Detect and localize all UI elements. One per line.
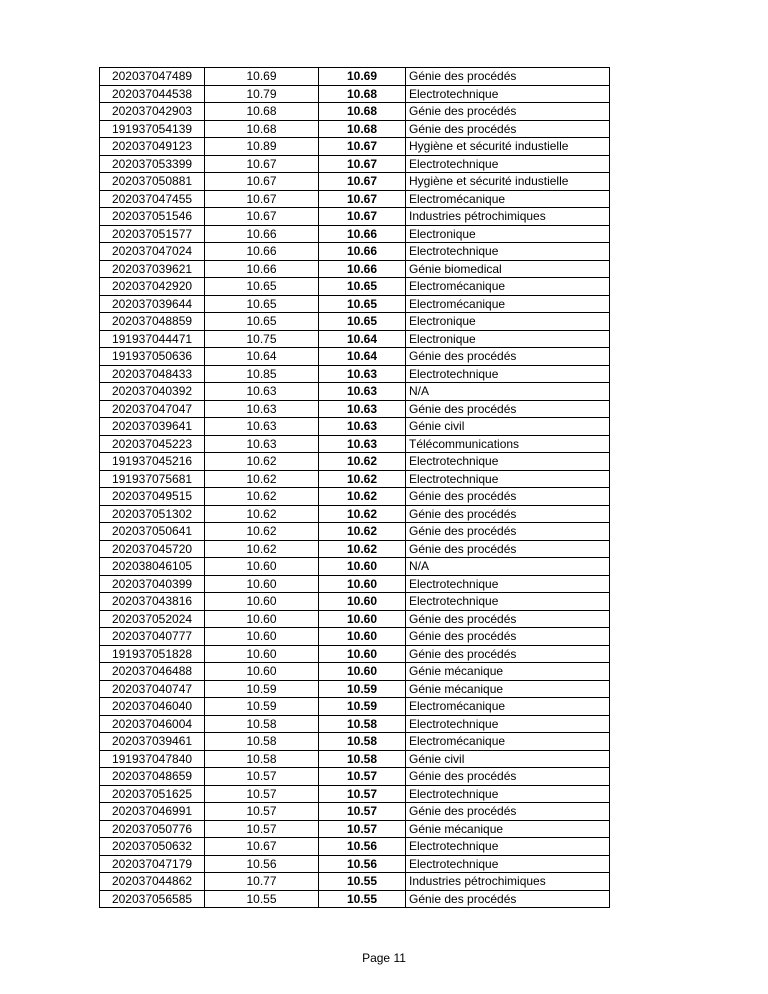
table-row xyxy=(100,820,610,838)
cell-specialty: Génie des procédés xyxy=(406,400,610,418)
table-row xyxy=(100,593,610,611)
table-row xyxy=(100,85,610,103)
cell-final-grade: 10.63 xyxy=(319,400,406,418)
cell-student-id: 191937047840 xyxy=(100,750,205,768)
cell-final-grade: 10.68 xyxy=(319,85,406,103)
cell-grade: 10.67 xyxy=(205,155,319,173)
cell-final-grade: 10.55 xyxy=(319,890,406,908)
cell-student-id: 202037044538 xyxy=(100,85,205,103)
cell-specialty: Electrotechnique xyxy=(406,155,610,173)
cell-specialty: Génie mécanique xyxy=(406,680,610,698)
cell-final-grade: 10.60 xyxy=(319,645,406,663)
cell-specialty: Electrotechnique xyxy=(406,85,610,103)
table-row xyxy=(100,243,610,261)
cell-grade: 10.65 xyxy=(205,295,319,313)
cell-student-id: 202037051625 xyxy=(100,785,205,803)
cell-specialty: Télécommunications xyxy=(406,435,610,453)
cell-student-id: 202037043816 xyxy=(100,593,205,611)
cell-specialty: Génie des procédés xyxy=(406,645,610,663)
table-row xyxy=(100,173,610,191)
cell-student-id: 202037040747 xyxy=(100,680,205,698)
cell-final-grade: 10.68 xyxy=(319,103,406,121)
cell-grade: 10.57 xyxy=(205,768,319,786)
cell-final-grade: 10.67 xyxy=(319,173,406,191)
cell-specialty: Electronique xyxy=(406,330,610,348)
cell-final-grade: 10.65 xyxy=(319,278,406,296)
cell-specialty: N/A xyxy=(406,558,610,576)
cell-student-id: 202037044862 xyxy=(100,873,205,891)
table-row xyxy=(100,663,610,681)
results-table xyxy=(99,67,610,908)
table-row xyxy=(100,838,610,856)
cell-final-grade: 10.60 xyxy=(319,593,406,611)
cell-final-grade: 10.67 xyxy=(319,190,406,208)
cell-specialty: Electrotechnique xyxy=(406,838,610,856)
table-row xyxy=(100,715,610,733)
cell-student-id: 202037047489 xyxy=(100,68,205,86)
table-row xyxy=(100,295,610,313)
cell-student-id: 202037042920 xyxy=(100,278,205,296)
cell-specialty: Génie des procédés xyxy=(406,610,610,628)
cell-student-id: 202037045720 xyxy=(100,540,205,558)
cell-specialty: Génie des procédés xyxy=(406,523,610,541)
table-row xyxy=(100,505,610,523)
table-row xyxy=(100,103,610,121)
cell-student-id: 202037047179 xyxy=(100,855,205,873)
cell-grade: 10.66 xyxy=(205,260,319,278)
cell-student-id: 202037047455 xyxy=(100,190,205,208)
table-row xyxy=(100,453,610,471)
cell-final-grade: 10.57 xyxy=(319,785,406,803)
table-row xyxy=(100,523,610,541)
cell-final-grade: 10.67 xyxy=(319,138,406,156)
cell-final-grade: 10.63 xyxy=(319,435,406,453)
cell-student-id: 202037039621 xyxy=(100,260,205,278)
cell-grade: 10.62 xyxy=(205,470,319,488)
cell-grade: 10.58 xyxy=(205,750,319,768)
table-row xyxy=(100,470,610,488)
cell-final-grade: 10.57 xyxy=(319,820,406,838)
table-row xyxy=(100,768,610,786)
cell-specialty: Hygiène et sécurité industielle xyxy=(406,138,610,156)
cell-grade: 10.65 xyxy=(205,313,319,331)
cell-grade: 10.60 xyxy=(205,558,319,576)
table-row xyxy=(100,873,610,891)
table-row xyxy=(100,383,610,401)
table-row xyxy=(100,155,610,173)
cell-student-id: 202037048859 xyxy=(100,313,205,331)
cell-specialty: Electrotechnique xyxy=(406,593,610,611)
cell-specialty: Génie des procédés xyxy=(406,768,610,786)
cell-specialty: Génie civil xyxy=(406,750,610,768)
table-row xyxy=(100,645,610,663)
cell-grade: 10.66 xyxy=(205,243,319,261)
table-row xyxy=(100,628,610,646)
cell-grade: 10.63 xyxy=(205,418,319,436)
cell-final-grade: 10.62 xyxy=(319,453,406,471)
cell-grade: 10.57 xyxy=(205,820,319,838)
cell-final-grade: 10.60 xyxy=(319,558,406,576)
cell-final-grade: 10.66 xyxy=(319,260,406,278)
cell-grade: 10.60 xyxy=(205,610,319,628)
table-row xyxy=(100,365,610,383)
cell-specialty: Hygiène et sécurité industielle xyxy=(406,173,610,191)
cell-student-id: 202037039644 xyxy=(100,295,205,313)
cell-student-id: 191937075681 xyxy=(100,470,205,488)
table-row xyxy=(100,278,610,296)
cell-specialty: Electrotechnique xyxy=(406,575,610,593)
cell-final-grade: 10.56 xyxy=(319,838,406,856)
cell-student-id: 202037048659 xyxy=(100,768,205,786)
cell-final-grade: 10.62 xyxy=(319,488,406,506)
cell-specialty: Electrotechnique xyxy=(406,243,610,261)
cell-grade: 10.68 xyxy=(205,120,319,138)
cell-specialty: Génie des procédés xyxy=(406,348,610,366)
cell-student-id: 202037050776 xyxy=(100,820,205,838)
cell-student-id: 191937045216 xyxy=(100,453,205,471)
cell-student-id: 191937051828 xyxy=(100,645,205,663)
cell-grade: 10.62 xyxy=(205,505,319,523)
results-table-body xyxy=(100,68,610,908)
table-row xyxy=(100,575,610,593)
cell-grade: 10.60 xyxy=(205,645,319,663)
cell-grade: 10.56 xyxy=(205,855,319,873)
cell-specialty: Electromécanique xyxy=(406,295,610,313)
cell-student-id: 202037042903 xyxy=(100,103,205,121)
cell-final-grade: 10.60 xyxy=(319,610,406,628)
cell-final-grade: 10.59 xyxy=(319,698,406,716)
cell-grade: 10.67 xyxy=(205,208,319,226)
cell-grade: 10.85 xyxy=(205,365,319,383)
cell-final-grade: 10.62 xyxy=(319,470,406,488)
cell-final-grade: 10.58 xyxy=(319,733,406,751)
cell-specialty: Electrotechnique xyxy=(406,453,610,471)
cell-grade: 10.57 xyxy=(205,803,319,821)
cell-specialty: Electrotechnique xyxy=(406,470,610,488)
cell-grade: 10.77 xyxy=(205,873,319,891)
cell-student-id: 202037052024 xyxy=(100,610,205,628)
cell-student-id: 202037053399 xyxy=(100,155,205,173)
cell-final-grade: 10.67 xyxy=(319,208,406,226)
cell-specialty: Génie des procédés xyxy=(406,120,610,138)
cell-grade: 10.59 xyxy=(205,698,319,716)
cell-final-grade: 10.58 xyxy=(319,750,406,768)
cell-specialty: Electromécanique xyxy=(406,698,610,716)
cell-student-id: 191937044471 xyxy=(100,330,205,348)
cell-final-grade: 10.64 xyxy=(319,348,406,366)
cell-grade: 10.60 xyxy=(205,593,319,611)
cell-specialty: Génie civil xyxy=(406,418,610,436)
cell-specialty: Génie des procédés xyxy=(406,890,610,908)
cell-grade: 10.57 xyxy=(205,785,319,803)
cell-student-id: 202037039641 xyxy=(100,418,205,436)
cell-final-grade: 10.63 xyxy=(319,418,406,436)
cell-student-id: 202037051302 xyxy=(100,505,205,523)
cell-specialty: Electronique xyxy=(406,313,610,331)
cell-student-id: 202038046105 xyxy=(100,558,205,576)
cell-specialty: N/A xyxy=(406,383,610,401)
cell-grade: 10.59 xyxy=(205,680,319,698)
cell-grade: 10.60 xyxy=(205,663,319,681)
cell-specialty: Génie des procédés xyxy=(406,540,610,558)
cell-grade: 10.89 xyxy=(205,138,319,156)
cell-grade: 10.62 xyxy=(205,488,319,506)
cell-specialty: Génie des procédés xyxy=(406,628,610,646)
cell-grade: 10.75 xyxy=(205,330,319,348)
cell-final-grade: 10.69 xyxy=(319,68,406,86)
cell-grade: 10.63 xyxy=(205,435,319,453)
page-number: Page 11 xyxy=(362,951,406,965)
table-row xyxy=(100,330,610,348)
cell-final-grade: 10.58 xyxy=(319,715,406,733)
table-row xyxy=(100,260,610,278)
cell-student-id: 191937054139 xyxy=(100,120,205,138)
cell-final-grade: 10.60 xyxy=(319,628,406,646)
table-row xyxy=(100,208,610,226)
table-row xyxy=(100,610,610,628)
cell-specialty: Electromécanique xyxy=(406,190,610,208)
cell-student-id: 202037046004 xyxy=(100,715,205,733)
cell-final-grade: 10.64 xyxy=(319,330,406,348)
cell-specialty: Génie des procédés xyxy=(406,103,610,121)
cell-final-grade: 10.65 xyxy=(319,295,406,313)
cell-grade: 10.67 xyxy=(205,173,319,191)
cell-student-id: 202037050881 xyxy=(100,173,205,191)
cell-grade: 10.67 xyxy=(205,190,319,208)
table-row xyxy=(100,400,610,418)
cell-specialty: Electromécanique xyxy=(406,733,610,751)
cell-student-id: 202037051577 xyxy=(100,225,205,243)
cell-final-grade: 10.66 xyxy=(319,243,406,261)
cell-grade: 10.67 xyxy=(205,838,319,856)
cell-student-id: 202037048433 xyxy=(100,365,205,383)
cell-specialty: Electrotechnique xyxy=(406,715,610,733)
cell-grade: 10.63 xyxy=(205,400,319,418)
cell-final-grade: 10.60 xyxy=(319,575,406,593)
table-row xyxy=(100,190,610,208)
table-row xyxy=(100,313,610,331)
cell-final-grade: 10.63 xyxy=(319,365,406,383)
table-row xyxy=(100,488,610,506)
cell-specialty: Génie des procédés xyxy=(406,488,610,506)
cell-student-id: 202037050641 xyxy=(100,523,205,541)
cell-grade: 10.60 xyxy=(205,575,319,593)
cell-specialty: Génie mécanique xyxy=(406,663,610,681)
cell-specialty: Génie des procédés xyxy=(406,803,610,821)
cell-grade: 10.60 xyxy=(205,628,319,646)
table-row xyxy=(100,68,610,86)
cell-final-grade: 10.65 xyxy=(319,313,406,331)
cell-grade: 10.62 xyxy=(205,523,319,541)
cell-final-grade: 10.56 xyxy=(319,855,406,873)
cell-specialty: Electronique xyxy=(406,225,610,243)
table-row xyxy=(100,750,610,768)
table-row xyxy=(100,558,610,576)
cell-grade: 10.63 xyxy=(205,383,319,401)
cell-student-id: 202037049515 xyxy=(100,488,205,506)
table-row xyxy=(100,803,610,821)
cell-grade: 10.58 xyxy=(205,733,319,751)
cell-specialty: Electrotechnique xyxy=(406,785,610,803)
cell-grade: 10.68 xyxy=(205,103,319,121)
table-row xyxy=(100,785,610,803)
cell-student-id: 202037046991 xyxy=(100,803,205,821)
cell-final-grade: 10.57 xyxy=(319,803,406,821)
table-row xyxy=(100,698,610,716)
cell-specialty: Electrotechnique xyxy=(406,365,610,383)
table-row xyxy=(100,890,610,908)
cell-final-grade: 10.68 xyxy=(319,120,406,138)
cell-specialty: Génie mécanique xyxy=(406,820,610,838)
cell-final-grade: 10.67 xyxy=(319,155,406,173)
cell-specialty: Industries pétrochimiques xyxy=(406,208,610,226)
cell-student-id: 202037050632 xyxy=(100,838,205,856)
table-row xyxy=(100,138,610,156)
table-row xyxy=(100,680,610,698)
cell-student-id: 202037049123 xyxy=(100,138,205,156)
cell-student-id: 202037045223 xyxy=(100,435,205,453)
cell-student-id: 202037047024 xyxy=(100,243,205,261)
cell-specialty: Electromécanique xyxy=(406,278,610,296)
cell-final-grade: 10.62 xyxy=(319,523,406,541)
cell-grade: 10.64 xyxy=(205,348,319,366)
cell-student-id: 202037039461 xyxy=(100,733,205,751)
cell-grade: 10.66 xyxy=(205,225,319,243)
cell-student-id: 202037046040 xyxy=(100,698,205,716)
cell-student-id: 202037047047 xyxy=(100,400,205,418)
table-row xyxy=(100,855,610,873)
cell-specialty: Génie des procédés xyxy=(406,505,610,523)
cell-grade: 10.65 xyxy=(205,278,319,296)
cell-final-grade: 10.66 xyxy=(319,225,406,243)
cell-final-grade: 10.63 xyxy=(319,383,406,401)
cell-specialty: Génie des procédés xyxy=(406,68,610,86)
cell-final-grade: 10.62 xyxy=(319,540,406,558)
table-row xyxy=(100,225,610,243)
cell-specialty: Industries pétrochimiques xyxy=(406,873,610,891)
cell-final-grade: 10.59 xyxy=(319,680,406,698)
table-row xyxy=(100,418,610,436)
cell-student-id: 202037046488 xyxy=(100,663,205,681)
cell-grade: 10.55 xyxy=(205,890,319,908)
cell-grade: 10.79 xyxy=(205,85,319,103)
table-row xyxy=(100,348,610,366)
table-row xyxy=(100,120,610,138)
cell-specialty: Electrotechnique xyxy=(406,855,610,873)
cell-final-grade: 10.55 xyxy=(319,873,406,891)
table-row xyxy=(100,435,610,453)
cell-student-id: 202037056585 xyxy=(100,890,205,908)
cell-final-grade: 10.60 xyxy=(319,663,406,681)
cell-final-grade: 10.57 xyxy=(319,768,406,786)
cell-student-id: 202037040392 xyxy=(100,383,205,401)
table-row xyxy=(100,733,610,751)
cell-student-id: 191937050636 xyxy=(100,348,205,366)
cell-student-id: 202037040777 xyxy=(100,628,205,646)
cell-grade: 10.58 xyxy=(205,715,319,733)
table-row xyxy=(100,540,610,558)
cell-specialty: Génie biomedical xyxy=(406,260,610,278)
cell-student-id: 202037051546 xyxy=(100,208,205,226)
cell-final-grade: 10.62 xyxy=(319,505,406,523)
cell-grade: 10.62 xyxy=(205,453,319,471)
cell-student-id: 202037040399 xyxy=(100,575,205,593)
cell-grade: 10.69 xyxy=(205,68,319,86)
cell-grade: 10.62 xyxy=(205,540,319,558)
